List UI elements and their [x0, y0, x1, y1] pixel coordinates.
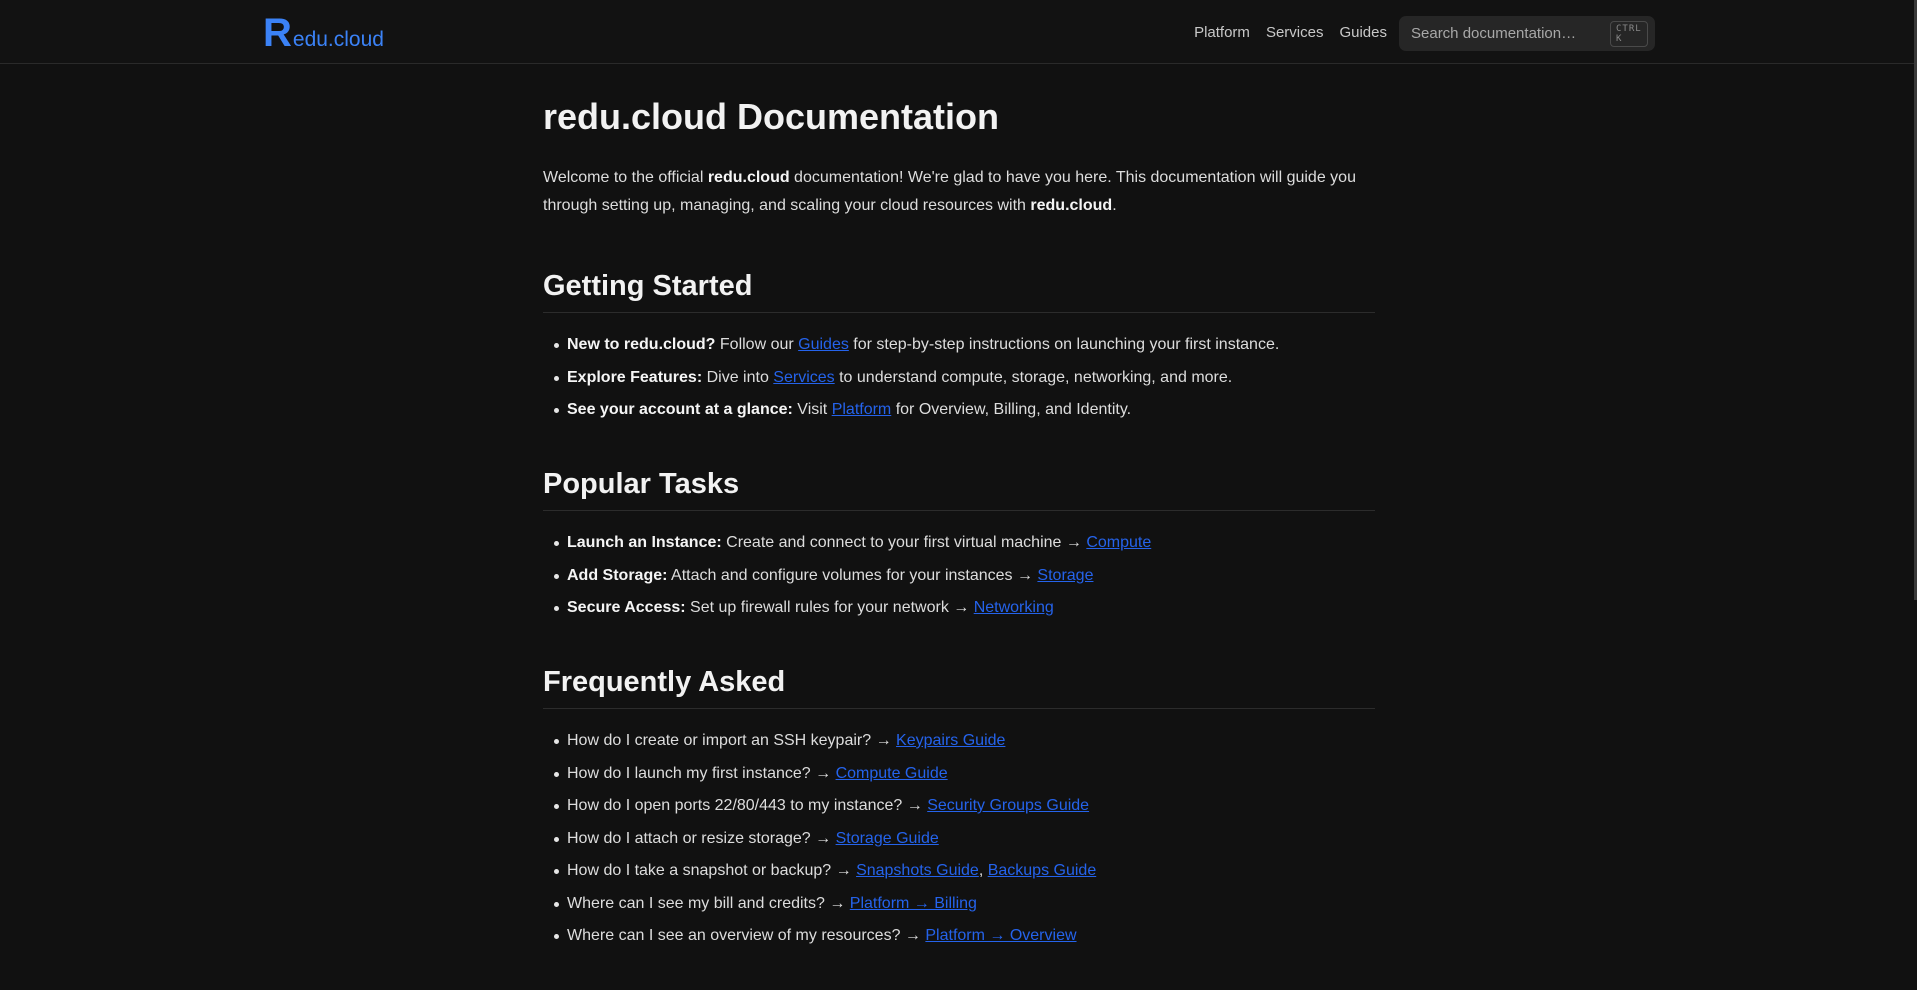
- keypairs-guide-link[interactable]: Keypairs Guide: [896, 732, 1006, 749]
- faq-item: [543, 861, 1375, 881]
- faq-question: How do I create or import an SSH keypair? →: [567, 732, 897, 749]
- faq-item: [543, 894, 1375, 914]
- logo-mark: R: [263, 11, 292, 55]
- overview-link[interactable]: Platform → Overview: [925, 927, 1077, 944]
- intro-text-2: documentation! We're glad to have you here. This documentation will guide you through setting up, managing, and scaling your cloud resources with: [543, 169, 1356, 214]
- getting-started-list: [543, 335, 1375, 420]
- faq-item: [543, 926, 1375, 946]
- main-content: [543, 95, 1375, 990]
- item-title: New to redu.cloud?: [567, 336, 716, 353]
- faq-question: How do I take a snapshot or backup? →: [567, 862, 857, 879]
- security-groups-guide-link[interactable]: Security Groups Guide: [927, 797, 1090, 814]
- item-title: Explore Features:: [567, 368, 703, 386]
- faq-question: Where can I see an overview of my resources? →: [567, 927, 926, 944]
- faq-question: Where can I see my bill and credits? →: [567, 894, 850, 912]
- nav-guides[interactable]: Guides: [1339, 23, 1387, 41]
- intro-brand-1: redu.cloud: [707, 169, 790, 186]
- item-text: to understand compute, storage, networking, and more.: [834, 368, 1233, 386]
- faq-item: [543, 764, 1375, 784]
- list-item: [543, 598, 1375, 618]
- nav-platform[interactable]: Platform: [1194, 23, 1250, 41]
- section-heading-getting-started: Getting Started: [543, 266, 1375, 313]
- search-shortcut-badge: CTRL K: [1610, 21, 1648, 47]
- backups-guide-link[interactable]: Backups Guide: [987, 862, 1097, 879]
- nav-services[interactable]: Services: [1265, 23, 1324, 41]
- search-input[interactable]: [1411, 25, 1610, 42]
- item-text: for step-by-step instructions on launching your first instance.: [848, 336, 1280, 353]
- item-text: for Overview, Billing, and Identity.: [891, 401, 1132, 418]
- logo-link[interactable]: [263, 13, 384, 60]
- faq-question: How do I attach or resize storage? →: [567, 829, 836, 847]
- platform-link[interactable]: Platform: [831, 401, 892, 418]
- compute-guide-link[interactable]: Compute Guide: [835, 764, 948, 782]
- intro-text-1: Welcome to the official: [543, 169, 708, 186]
- list-item: [543, 368, 1375, 388]
- link-separator: ,: [978, 862, 988, 879]
- faq-question: How do I open ports 22/80/443 to my instance? →: [567, 797, 928, 814]
- intro-brand-2: redu.cloud: [1030, 197, 1113, 214]
- storage-link[interactable]: Storage: [1037, 566, 1094, 584]
- main-nav: [1194, 0, 1387, 64]
- item-title: Launch an Instance:: [567, 534, 722, 551]
- section-heading-faq: Frequently Asked: [543, 662, 1375, 709]
- compute-link[interactable]: Compute: [1086, 534, 1152, 551]
- item-text: Visit: [792, 401, 832, 418]
- faq-question: How do I launch my first instance? →: [567, 764, 836, 782]
- storage-guide-link[interactable]: Storage Guide: [835, 829, 939, 847]
- logo-text: edu.cloud: [292, 28, 384, 51]
- services-link[interactable]: Services: [773, 368, 835, 386]
- guides-link[interactable]: Guides: [798, 336, 849, 353]
- item-text: Attach and configure volumes for your instances →: [667, 566, 1038, 584]
- section-heading-popular-tasks: Popular Tasks: [543, 464, 1375, 511]
- item-title: Add Storage:: [567, 566, 668, 584]
- search-box[interactable]: [1399, 16, 1655, 51]
- list-item: [543, 566, 1375, 586]
- intro-paragraph: [543, 164, 1375, 220]
- item-title: See your account at a glance:: [567, 401, 793, 418]
- networking-link[interactable]: Networking: [973, 599, 1054, 616]
- item-text: Dive into: [702, 368, 774, 386]
- list-item: [543, 400, 1375, 420]
- list-item: [543, 335, 1375, 355]
- faq-item: [543, 796, 1375, 816]
- item-text: Create and connect to your first virtual machine →: [721, 534, 1087, 551]
- item-title: Secure Access:: [567, 599, 686, 616]
- snapshots-guide-link[interactable]: Snapshots Guide: [856, 862, 979, 879]
- item-text: Follow our: [715, 336, 799, 353]
- top-navigation-bar: [0, 0, 1917, 64]
- item-text: Set up firewall rules for your network →: [685, 599, 974, 616]
- faq-item: [543, 731, 1375, 751]
- faq-list: [543, 731, 1375, 946]
- faq-item: [543, 829, 1375, 849]
- page-title: redu.cloud Documentation: [543, 96, 1000, 137]
- popular-tasks-list: [543, 533, 1375, 618]
- list-item: [543, 533, 1375, 553]
- billing-link[interactable]: Platform → Billing: [849, 894, 977, 912]
- intro-text-3: .: [1112, 197, 1117, 214]
